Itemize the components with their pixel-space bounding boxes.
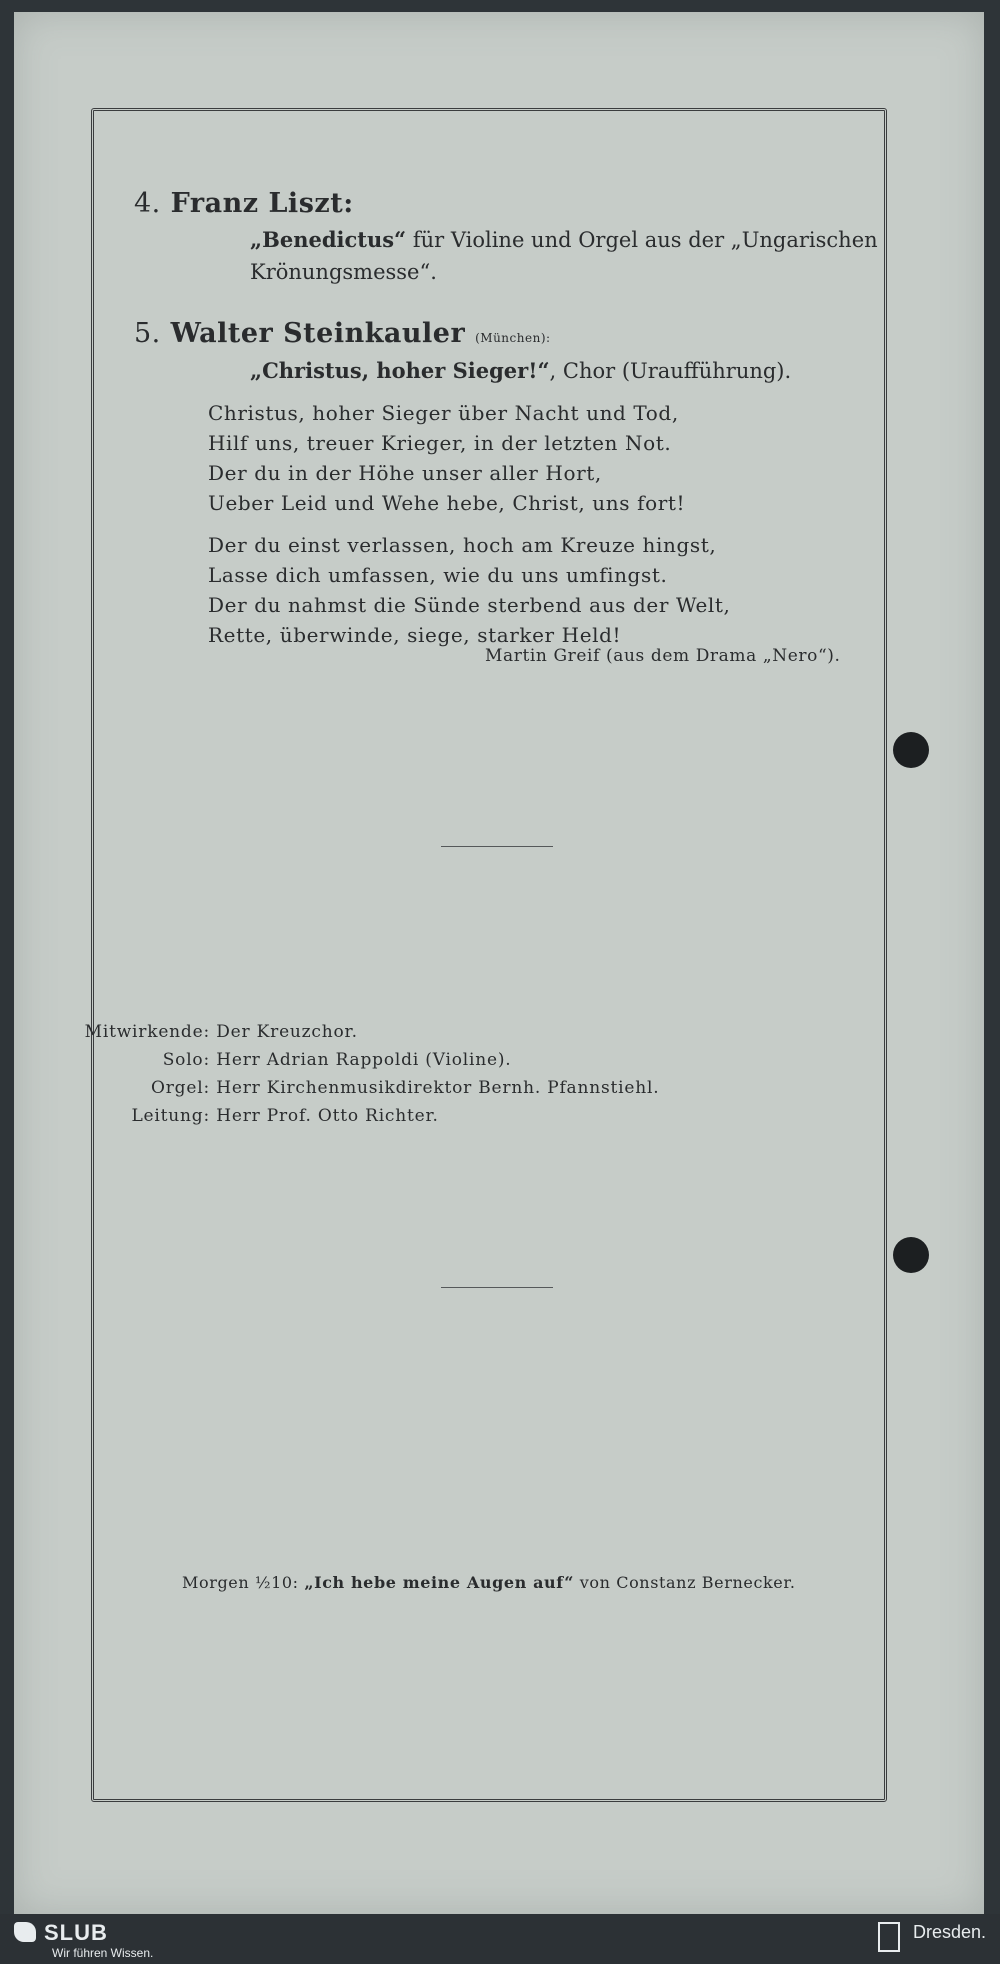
poem-author: Martin Greif (aus dem Drama „Nero“). [485, 646, 841, 666]
composer-name: Franz Liszt: [170, 188, 354, 219]
performer-name: Der Kreuzchor. [216, 1022, 358, 1042]
performer-name: Herr Prof. Otto Richter. [216, 1106, 439, 1126]
slub-logo[interactable] [14, 1920, 108, 1946]
divider [441, 1287, 553, 1288]
work-title: „Christus, hoher Sieger!“ [250, 358, 550, 383]
performer-role: Solo: [162, 1050, 210, 1070]
performer-row [82, 1102, 659, 1130]
logo-text: SLUB [44, 1920, 108, 1945]
punch-hole [893, 1237, 929, 1273]
note-title: „Ich hebe meine Augen auf“ [304, 1573, 575, 1592]
library-footer [0, 1914, 1000, 1964]
divider [441, 846, 553, 847]
work-title: „Benedictus“ [250, 227, 407, 252]
next-service-note [182, 1573, 796, 1592]
punch-hole [893, 732, 929, 768]
composer-name: Walter Steinkauler [170, 318, 466, 349]
work-description: , Chor (Uraufführung). [549, 359, 792, 383]
work-description-cont: Krönungsmesse“. [250, 260, 437, 284]
item-number: 4. [134, 188, 161, 219]
dresden-crest-icon [878, 1922, 900, 1952]
poem-line: Christus, hoher Sieger über Nacht und Tod, [208, 401, 679, 425]
performer-role: Orgel: [151, 1078, 210, 1098]
note-prefix: Morgen ½10: [182, 1573, 305, 1592]
performers-list [82, 1018, 659, 1130]
poem-line: Hilf uns, treuer Krieger, in der letzten Not. [208, 431, 672, 455]
performer-role: Mitwirkende: [84, 1022, 210, 1042]
poem-stanza-2 [208, 530, 731, 650]
program-item-4-work [250, 224, 890, 288]
poem-line: Lasse dich umfassen, wie du uns umfingst. [208, 563, 668, 587]
performer-row [82, 1046, 659, 1074]
composer-note: (München): [475, 331, 551, 345]
poem-line: Der du nahmst die Sünde sterbend aus der Welt, [208, 593, 731, 617]
performer-name: Herr Adrian Rappoldi (Violine). [216, 1050, 512, 1070]
poem-line: Ueber Leid und Wehe hebe, Christ, uns fort! [208, 491, 686, 515]
performer-role: Leitung: [131, 1106, 210, 1126]
program-item-4-heading [134, 188, 354, 219]
slub-tagline: Wir führen Wissen. [52, 1946, 154, 1960]
item-number: 5. [134, 318, 161, 349]
poem-line: Rette, überwinde, siege, starker Held! [208, 623, 622, 647]
performer-row [82, 1018, 659, 1046]
poem-stanza-1 [208, 398, 685, 518]
work-description: für Violine und Orgel aus der „Ungarischen [406, 228, 878, 252]
program-item-5-work [250, 355, 791, 387]
note-suffix: von Constanz Bernecker. [574, 1573, 796, 1592]
dresden-logo[interactable]: Dresden. [912, 1922, 986, 1942]
poem-line: Der du einst verlassen, hoch am Kreuze hingst, [208, 533, 717, 557]
performer-row [82, 1074, 659, 1102]
program-item-5-heading [134, 318, 551, 349]
poem-line: Der du in der Höhe unser aller Hort, [208, 461, 602, 485]
performer-name: Herr Kirchenmusikdirektor Bernh. Pfannstiehl. [216, 1078, 660, 1098]
slub-logo-icon [14, 1922, 36, 1942]
